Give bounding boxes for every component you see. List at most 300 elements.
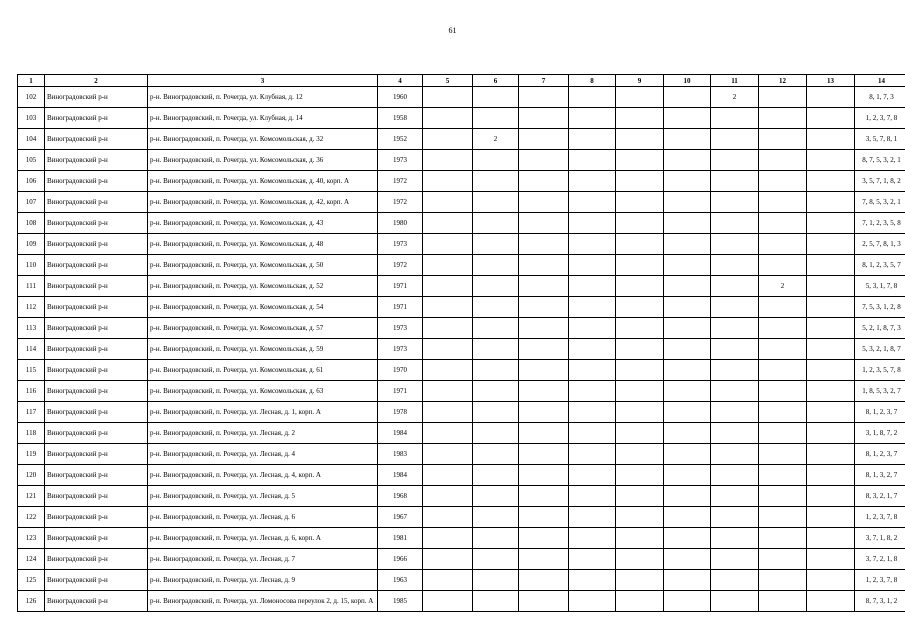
col7-cell — [519, 213, 569, 234]
col10-cell — [664, 318, 711, 339]
table-row — [18, 444, 905, 465]
col9-cell — [616, 255, 664, 276]
year-cell: 1983 — [378, 444, 423, 465]
table-row — [18, 108, 905, 129]
row-number: 105 — [18, 150, 45, 171]
address-cell: р-н. Виноградовский, п. Рочегда, ул. Комсомольская, д. 52 — [148, 276, 378, 297]
col7-cell — [519, 402, 569, 423]
table-row — [18, 318, 905, 339]
col12-cell — [759, 171, 807, 192]
col9-cell — [616, 507, 664, 528]
district-cell: Виноградовский р-н — [45, 318, 148, 339]
codes-cell: 8, 1, 2, 3, 7 — [855, 402, 905, 423]
col11-cell — [711, 234, 759, 255]
col5-cell — [423, 213, 473, 234]
col5-cell — [423, 192, 473, 213]
district-cell: Виноградовский р-н — [45, 150, 148, 171]
col6-cell — [473, 234, 519, 255]
col9-cell — [616, 465, 664, 486]
col12-cell — [759, 507, 807, 528]
col9-cell — [616, 297, 664, 318]
col7-cell — [519, 108, 569, 129]
district-cell: Виноградовский р-н — [45, 255, 148, 276]
year-cell: 1960 — [378, 87, 423, 108]
col8-cell — [569, 129, 616, 150]
table-row — [18, 87, 905, 108]
col5-cell — [423, 570, 473, 591]
row-number: 116 — [18, 381, 45, 402]
col11-cell — [711, 339, 759, 360]
col11-cell — [711, 570, 759, 591]
col5-cell — [423, 87, 473, 108]
table-row — [18, 255, 905, 276]
address-cell: р-н. Виноградовский, п. Рочегда, ул. Комсомольская, д. 54 — [148, 297, 378, 318]
year-cell: 1973 — [378, 150, 423, 171]
col6-cell — [473, 381, 519, 402]
col7-cell — [519, 423, 569, 444]
col6-cell — [473, 360, 519, 381]
district-cell: Виноградовский р-н — [45, 381, 148, 402]
table-row — [18, 507, 905, 528]
row-number: 104 — [18, 129, 45, 150]
year-cell: 1963 — [378, 570, 423, 591]
table-row — [18, 423, 905, 444]
col9-cell — [616, 549, 664, 570]
codes-cell: 8, 7, 3, 1, 2 — [855, 591, 905, 612]
col6-cell — [473, 507, 519, 528]
col5-cell — [423, 423, 473, 444]
col13-cell — [807, 549, 855, 570]
row-number: 121 — [18, 486, 45, 507]
row-number: 124 — [18, 549, 45, 570]
row-number: 102 — [18, 87, 45, 108]
col10-cell — [664, 192, 711, 213]
col10-cell — [664, 381, 711, 402]
col7-cell — [519, 381, 569, 402]
address-cell: р-н. Виноградовский, п. Рочегда, ул. Комсомольская, д. 32 — [148, 129, 378, 150]
codes-cell: 1, 2, 3, 5, 7, 8 — [855, 360, 905, 381]
column-header-13: 13 — [807, 75, 855, 87]
column-header-7: 7 — [519, 75, 569, 87]
codes-cell: 7, 8, 5, 3, 2, 1 — [855, 192, 905, 213]
address-cell: р-н. Виноградовский, п. Рочегда, ул. Лесная, д. 4 — [148, 444, 378, 465]
table-row — [18, 465, 905, 486]
year-cell: 1970 — [378, 360, 423, 381]
col10-cell — [664, 465, 711, 486]
col9-cell — [616, 192, 664, 213]
col11-cell — [711, 150, 759, 171]
table-row — [18, 360, 905, 381]
col8-cell — [569, 150, 616, 171]
col11-cell — [711, 108, 759, 129]
col7-cell — [519, 360, 569, 381]
col11-cell: 2 — [711, 87, 759, 108]
col5-cell — [423, 108, 473, 129]
col10-cell — [664, 213, 711, 234]
district-cell: Виноградовский р-н — [45, 423, 148, 444]
district-cell: Виноградовский р-н — [45, 192, 148, 213]
col10-cell — [664, 423, 711, 444]
year-cell: 1984 — [378, 465, 423, 486]
col8-cell — [569, 339, 616, 360]
codes-cell: 1, 8, 5, 3, 2, 7 — [855, 381, 905, 402]
address-cell: р-н. Виноградовский, п. Рочегда, ул. Комсомольская, д. 57 — [148, 318, 378, 339]
col6-cell — [473, 402, 519, 423]
col6-cell — [473, 213, 519, 234]
col10-cell — [664, 570, 711, 591]
col9-cell — [616, 318, 664, 339]
year-cell: 1981 — [378, 528, 423, 549]
col11-cell — [711, 465, 759, 486]
col6-cell — [473, 549, 519, 570]
col13-cell — [807, 171, 855, 192]
address-cell: р-н. Виноградовский, п. Рочегда, ул. Ломоносова переулок 2, д. 15, корп. А — [148, 591, 378, 612]
col5-cell — [423, 486, 473, 507]
col7-cell — [519, 591, 569, 612]
codes-cell: 5, 3, 2, 1, 8, 7 — [855, 339, 905, 360]
address-cell: р-н. Виноградовский, п. Рочегда, ул. Комсомольская, д. 43 — [148, 213, 378, 234]
col13-cell — [807, 444, 855, 465]
district-cell: Виноградовский р-н — [45, 360, 148, 381]
address-cell: р-н. Виноградовский, п. Рочегда, ул. Комсомольская, д. 36 — [148, 150, 378, 171]
address-cell: р-н. Виноградовский, п. Рочегда, ул. Клубная, д. 12 — [148, 87, 378, 108]
year-cell: 1984 — [378, 423, 423, 444]
col8-cell — [569, 381, 616, 402]
district-cell: Виноградовский р-н — [45, 591, 148, 612]
address-cell: р-н. Виноградовский, п. Рочегда, ул. Лесная, д. 1, корп. А — [148, 402, 378, 423]
col5-cell — [423, 255, 473, 276]
col7-cell — [519, 570, 569, 591]
col10-cell — [664, 549, 711, 570]
col8-cell — [569, 465, 616, 486]
col13-cell — [807, 213, 855, 234]
col7-cell — [519, 549, 569, 570]
col11-cell — [711, 591, 759, 612]
col10-cell — [664, 591, 711, 612]
col12-cell — [759, 129, 807, 150]
table-row — [18, 171, 905, 192]
address-cell: р-н. Виноградовский, п. Рочегда, ул. Комсомольская, д. 40, корп. А — [148, 171, 378, 192]
district-cell: Виноградовский р-н — [45, 87, 148, 108]
col8-cell — [569, 192, 616, 213]
col13-cell — [807, 528, 855, 549]
col6-cell — [473, 192, 519, 213]
col11-cell — [711, 192, 759, 213]
address-cell: р-н. Виноградовский, п. Рочегда, ул. Комсомольская, д. 61 — [148, 360, 378, 381]
col10-cell — [664, 255, 711, 276]
col10-cell — [664, 402, 711, 423]
col7-cell — [519, 150, 569, 171]
col8-cell — [569, 255, 616, 276]
col11-cell — [711, 255, 759, 276]
col12-cell — [759, 570, 807, 591]
col13-cell — [807, 192, 855, 213]
table-row — [18, 150, 905, 171]
col10-cell — [664, 171, 711, 192]
col6-cell — [473, 108, 519, 129]
col10-cell — [664, 234, 711, 255]
codes-cell: 1, 2, 3, 7, 8 — [855, 108, 905, 129]
col7-cell — [519, 297, 569, 318]
year-cell: 1985 — [378, 591, 423, 612]
col12-cell — [759, 255, 807, 276]
col11-cell — [711, 549, 759, 570]
col13-cell — [807, 486, 855, 507]
col5-cell — [423, 381, 473, 402]
column-header-12: 12 — [759, 75, 807, 87]
col6-cell — [473, 255, 519, 276]
col12-cell — [759, 549, 807, 570]
col11-cell — [711, 381, 759, 402]
codes-cell: 8, 7, 5, 3, 2, 1 — [855, 150, 905, 171]
col13-cell — [807, 276, 855, 297]
col11-cell — [711, 423, 759, 444]
col13-cell — [807, 423, 855, 444]
table-row — [18, 528, 905, 549]
col13-cell — [807, 297, 855, 318]
year-cell: 1973 — [378, 339, 423, 360]
col5-cell — [423, 234, 473, 255]
data-table — [17, 74, 905, 612]
col13-cell — [807, 150, 855, 171]
year-cell: 1967 — [378, 507, 423, 528]
district-cell: Виноградовский р-н — [45, 171, 148, 192]
codes-cell: 8, 1, 2, 3, 7 — [855, 444, 905, 465]
col10-cell — [664, 297, 711, 318]
col12-cell — [759, 360, 807, 381]
year-cell: 1972 — [378, 255, 423, 276]
address-cell: р-н. Виноградовский, п. Рочегда, ул. Клубная, д. 14 — [148, 108, 378, 129]
row-number: 111 — [18, 276, 45, 297]
col10-cell — [664, 486, 711, 507]
row-number: 109 — [18, 234, 45, 255]
col8-cell — [569, 108, 616, 129]
col6-cell — [473, 276, 519, 297]
col8-cell — [569, 507, 616, 528]
row-number: 110 — [18, 255, 45, 276]
table-row — [18, 339, 905, 360]
col6-cell — [473, 486, 519, 507]
column-header-11: 11 — [711, 75, 759, 87]
col12-cell — [759, 423, 807, 444]
col13-cell — [807, 318, 855, 339]
address-cell: р-н. Виноградовский, п. Рочегда, ул. Лесная, д. 6, корп. А — [148, 528, 378, 549]
table-row — [18, 129, 905, 150]
col10-cell — [664, 129, 711, 150]
address-cell: р-н. Виноградовский, п. Рочегда, ул. Лесная, д. 5 — [148, 486, 378, 507]
col7-cell — [519, 171, 569, 192]
page-number: 61 — [448, 26, 457, 35]
col7-cell — [519, 255, 569, 276]
col9-cell — [616, 444, 664, 465]
col7-cell — [519, 486, 569, 507]
district-cell: Виноградовский р-н — [45, 570, 148, 591]
year-cell: 1958 — [378, 108, 423, 129]
col7-cell — [519, 234, 569, 255]
table-row — [18, 570, 905, 591]
col5-cell — [423, 150, 473, 171]
codes-cell: 2, 5, 7, 8, 1, 3 — [855, 234, 905, 255]
col6-cell — [473, 150, 519, 171]
col5-cell — [423, 444, 473, 465]
col12-cell — [759, 339, 807, 360]
col8-cell — [569, 423, 616, 444]
district-cell: Виноградовский р-н — [45, 402, 148, 423]
col12-cell — [759, 213, 807, 234]
table-row — [18, 297, 905, 318]
col8-cell — [569, 276, 616, 297]
col11-cell — [711, 360, 759, 381]
district-cell: Виноградовский р-н — [45, 465, 148, 486]
col11-cell — [711, 486, 759, 507]
col9-cell — [616, 87, 664, 108]
district-cell: Виноградовский р-н — [45, 528, 148, 549]
year-cell: 1971 — [378, 381, 423, 402]
col6-cell — [473, 591, 519, 612]
col8-cell — [569, 171, 616, 192]
col7-cell — [519, 507, 569, 528]
col9-cell — [616, 339, 664, 360]
row-number: 119 — [18, 444, 45, 465]
col8-cell — [569, 360, 616, 381]
table-row — [18, 213, 905, 234]
col6-cell — [473, 570, 519, 591]
col7-cell — [519, 87, 569, 108]
table-row — [18, 192, 905, 213]
col8-cell — [569, 549, 616, 570]
col12-cell — [759, 234, 807, 255]
col7-cell — [519, 192, 569, 213]
row-number: 103 — [18, 108, 45, 129]
table-body — [18, 87, 905, 612]
col12-cell — [759, 465, 807, 486]
col12-cell — [759, 402, 807, 423]
row-number: 120 — [18, 465, 45, 486]
col5-cell — [423, 360, 473, 381]
codes-cell: 8, 1, 2, 3, 5, 7 — [855, 255, 905, 276]
col5-cell — [423, 402, 473, 423]
col12-cell — [759, 591, 807, 612]
district-cell: Виноградовский р-н — [45, 108, 148, 129]
col12-cell — [759, 87, 807, 108]
col10-cell — [664, 276, 711, 297]
codes-cell: 3, 7, 1, 8, 2 — [855, 528, 905, 549]
year-cell: 1980 — [378, 213, 423, 234]
col13-cell — [807, 255, 855, 276]
district-cell: Виноградовский р-н — [45, 549, 148, 570]
col13-cell — [807, 402, 855, 423]
col6-cell — [473, 339, 519, 360]
codes-cell: 8, 1, 7, 3 — [855, 87, 905, 108]
year-cell: 1966 — [378, 549, 423, 570]
address-cell: р-н. Виноградовский, п. Рочегда, ул. Комсомольская, д. 42, корп. А — [148, 192, 378, 213]
col7-cell — [519, 318, 569, 339]
col12-cell — [759, 192, 807, 213]
col6-cell — [473, 297, 519, 318]
year-cell: 1973 — [378, 234, 423, 255]
col13-cell — [807, 507, 855, 528]
district-cell: Виноградовский р-н — [45, 297, 148, 318]
district-cell: Виноградовский р-н — [45, 234, 148, 255]
col8-cell — [569, 213, 616, 234]
col12-cell — [759, 318, 807, 339]
col8-cell — [569, 402, 616, 423]
col9-cell — [616, 402, 664, 423]
column-header-8: 8 — [569, 75, 616, 87]
col9-cell — [616, 360, 664, 381]
district-cell: Виноградовский р-н — [45, 507, 148, 528]
col9-cell — [616, 129, 664, 150]
col11-cell — [711, 318, 759, 339]
table-row — [18, 591, 905, 612]
district-cell: Виноградовский р-н — [45, 339, 148, 360]
year-cell: 1952 — [378, 129, 423, 150]
column-header-2: 2 — [45, 75, 148, 87]
column-header-10: 10 — [664, 75, 711, 87]
col12-cell: 2 — [759, 276, 807, 297]
codes-cell: 5, 2, 1, 8, 7, 3 — [855, 318, 905, 339]
row-number: 118 — [18, 423, 45, 444]
year-cell: 1972 — [378, 192, 423, 213]
year-cell: 1973 — [378, 318, 423, 339]
address-cell: р-н. Виноградовский, п. Рочегда, ул. Комсомольская, д. 50 — [148, 255, 378, 276]
codes-cell: 1, 2, 3, 7, 8 — [855, 570, 905, 591]
row-number: 108 — [18, 213, 45, 234]
col9-cell — [616, 108, 664, 129]
col10-cell — [664, 360, 711, 381]
codes-cell: 3, 1, 8, 7, 2 — [855, 423, 905, 444]
col5-cell — [423, 549, 473, 570]
row-number: 115 — [18, 360, 45, 381]
table-row — [18, 549, 905, 570]
col11-cell — [711, 507, 759, 528]
column-header-9: 9 — [616, 75, 664, 87]
col10-cell — [664, 108, 711, 129]
year-cell: 1978 — [378, 402, 423, 423]
row-number: 114 — [18, 339, 45, 360]
col6-cell — [473, 87, 519, 108]
col13-cell — [807, 339, 855, 360]
col6-cell — [473, 444, 519, 465]
col6-cell — [473, 171, 519, 192]
col8-cell — [569, 87, 616, 108]
codes-cell: 7, 1, 2, 3, 5, 8 — [855, 213, 905, 234]
col12-cell — [759, 381, 807, 402]
col12-cell — [759, 444, 807, 465]
col10-cell — [664, 150, 711, 171]
col7-cell — [519, 444, 569, 465]
col10-cell — [664, 528, 711, 549]
column-header-6: 6 — [473, 75, 519, 87]
col8-cell — [569, 528, 616, 549]
address-cell: р-н. Виноградовский, п. Рочегда, ул. Лесная, д. 4, корп. А — [148, 465, 378, 486]
col8-cell — [569, 591, 616, 612]
row-number: 113 — [18, 318, 45, 339]
address-cell: р-н. Виноградовский, п. Рочегда, ул. Комсомольская, д. 59 — [148, 339, 378, 360]
column-header-4: 4 — [378, 75, 423, 87]
address-cell: р-н. Виноградовский, п. Рочегда, ул. Лесная, д. 6 — [148, 507, 378, 528]
col8-cell — [569, 570, 616, 591]
column-header-14: 14 — [855, 75, 905, 87]
address-cell: р-н. Виноградовский, п. Рочегда, ул. Лесная, д. 9 — [148, 570, 378, 591]
col10-cell — [664, 444, 711, 465]
col8-cell — [569, 297, 616, 318]
district-cell: Виноградовский р-н — [45, 213, 148, 234]
col9-cell — [616, 528, 664, 549]
col12-cell — [759, 150, 807, 171]
col5-cell — [423, 297, 473, 318]
col13-cell — [807, 129, 855, 150]
